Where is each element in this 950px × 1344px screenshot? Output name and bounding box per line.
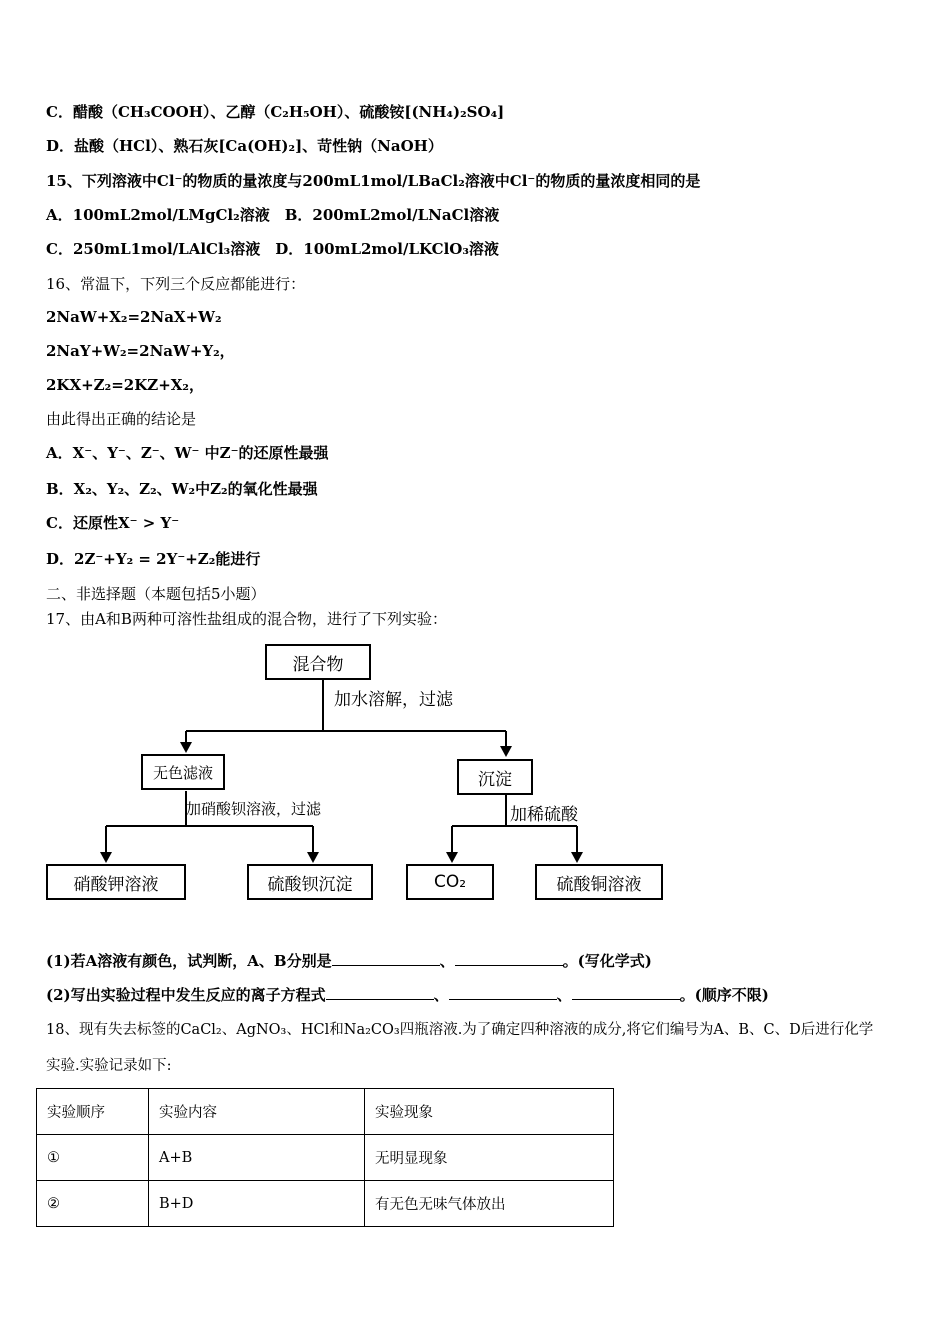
q17-stem: 17、由A和B两种可溶性盐组成的混合物，进行了下列实验：	[46, 610, 447, 628]
table-cell: 有无色无味气体放出	[365, 1181, 614, 1227]
q16-equation-3: 2KX+Z₂=2KZ+X₂，	[46, 376, 204, 394]
table-cell: B+D	[149, 1181, 365, 1227]
table-cell: A+B	[149, 1135, 365, 1181]
table-header-row	[37, 1089, 614, 1135]
q14-option-c: C．醋酸（CH₃COOH）、乙醇（C₂H₅OH）、硫酸铵[(NH₄)₂SO₄]	[46, 103, 505, 121]
q17-sub2-separator-2: 、	[556, 986, 572, 1004]
arrowhead-baso4	[307, 852, 319, 863]
q18-experiment-table	[36, 1088, 614, 1227]
q16-stem: 16、常温下，下列三个反应都能进行：	[46, 275, 306, 293]
flow-box-filtrate: 无色滤液	[141, 754, 225, 790]
flow-box-precipitate: 沉淀	[457, 759, 533, 795]
arrowhead-co2	[446, 852, 458, 863]
q16-equation-1: 2NaW+X₂=2NaX+W₂	[46, 308, 222, 326]
q15-stem: 15、下列溶液中Cl⁻的物质的量浓度与200mL1mol/LBaCl₂溶液中Cl⁻的物质的量浓度相同的是	[46, 172, 701, 190]
table-cell: 无明显现象	[365, 1135, 614, 1181]
q17-equation-1-blank[interactable]	[326, 985, 434, 1000]
q18-stem-line-2: 实验.实验记录如下:	[46, 1058, 172, 1074]
table-cell: ②	[37, 1181, 149, 1227]
q17-sub1-separator: 、	[439, 952, 455, 970]
table-row	[37, 1135, 614, 1181]
flow-box-kno3: 硝酸钾溶液	[46, 864, 186, 900]
q17-sub1-suffix: 。(写化学式)	[562, 952, 652, 970]
section-2-heading: 二、非选择题（本题包括5小题）	[46, 585, 266, 603]
q17-sub2-suffix: 。(顺序不限)	[679, 986, 769, 1004]
flow-label-step2: 加硝酸钡溶液，过滤	[186, 800, 322, 818]
q16-lead: 由此得出正确的结论是	[46, 410, 197, 428]
arrowhead-precipitate	[500, 746, 512, 757]
q15-options-ab: A．100mL2mol/LMgCl₂溶液 B．200mL2mol/LNaCl溶液	[46, 206, 500, 224]
q17-sub2-separator-1: 、	[433, 986, 449, 1004]
arrowhead-filtrate	[180, 742, 192, 753]
q17-equation-2-blank[interactable]	[449, 985, 557, 1000]
q17-sub2	[46, 985, 769, 1005]
q14-option-d: D．盐酸（HCl）、熟石灰[Ca(OH)₂]、苛性钠（NaOH）	[46, 137, 443, 155]
flow-box-co2: CO₂	[406, 864, 494, 900]
table-cell: ①	[37, 1135, 149, 1181]
q17-sub2-prompt: (2)写出实验过程中发生反应的离子方程式	[46, 986, 326, 1004]
q17-sub1-prompt: (1)若A溶液有颜色，试判断，A、B分别是	[46, 952, 332, 970]
q16-option-b: B．X₂、Y₂、Z₂、W₂中Z₂的氧化性最强	[46, 480, 318, 498]
arrowhead-kno3	[100, 852, 112, 863]
q17-sub1	[46, 951, 652, 971]
q16-equation-2: 2NaY+W₂=2NaW+Y₂，	[46, 342, 235, 360]
q16-option-d: D．2Z⁻+Y₂ = 2Y⁻+Z₂能进行	[46, 550, 261, 568]
q17-flowchart	[40, 638, 680, 910]
q18-stem-line-1: 18、现有失去标签的CaCl₂、AgNO₃、HCl和Na₂CO₃四瓶溶液.为了确定四种溶液的成分,将它们编号为A、B、C、D后进行化学	[46, 1022, 874, 1038]
flow-box-baso4: 硫酸钡沉淀	[247, 864, 373, 900]
flow-box-mixture: 混合物	[265, 644, 371, 680]
q17-answer-b-blank[interactable]	[455, 951, 563, 966]
table-header-cell: 实验顺序	[37, 1089, 149, 1135]
q15-options-cd: C．250mL1mol/LAlCl₃溶液 D．100mL2mol/LKClO₃溶液	[46, 240, 499, 258]
table-header-cell: 实验现象	[365, 1089, 614, 1135]
q16-option-c: C．还原性X⁻ > Y⁻	[46, 514, 180, 532]
flow-label-step1: 加水溶解，过滤	[334, 690, 453, 710]
table-row	[37, 1181, 614, 1227]
flow-label-step3: 加稀硫酸	[510, 805, 578, 825]
q17-answer-a-blank[interactable]	[332, 951, 440, 966]
flow-box-cuso4: 硫酸铜溶液	[535, 864, 663, 900]
q17-equation-3-blank[interactable]	[572, 985, 680, 1000]
table-header-cell: 实验内容	[149, 1089, 365, 1135]
q16-option-a: A．X⁻、Y⁻、Z⁻、W⁻ 中Z⁻的还原性最强	[46, 444, 329, 462]
arrowhead-cuso4	[571, 852, 583, 863]
